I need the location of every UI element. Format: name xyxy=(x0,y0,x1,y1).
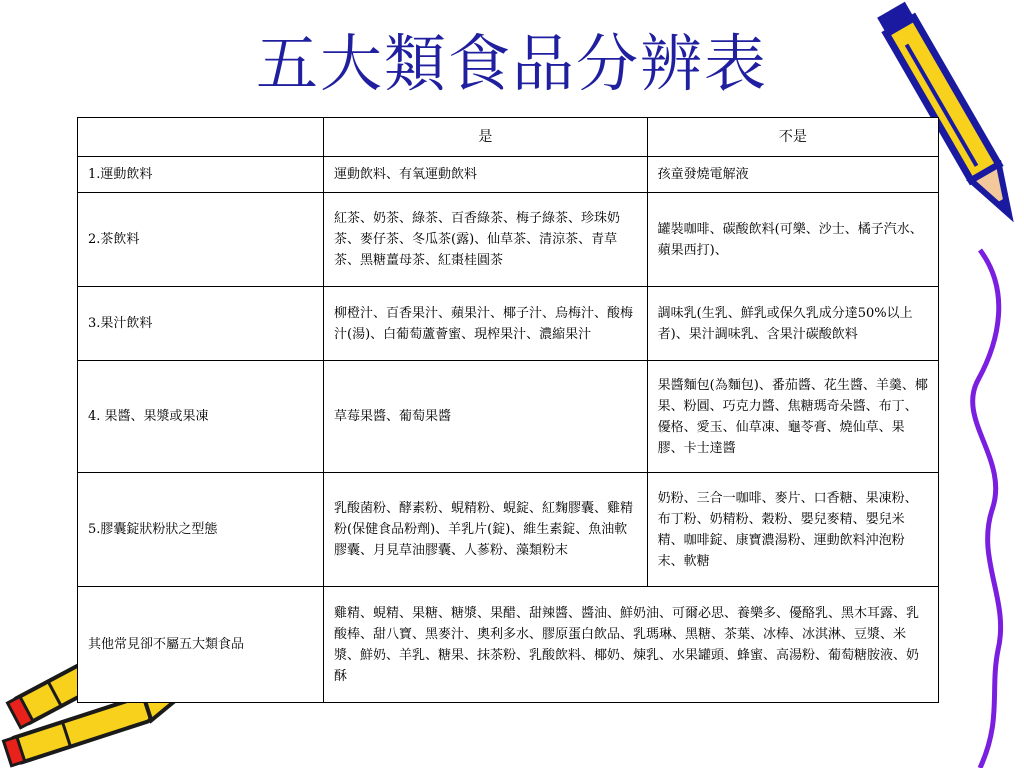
row-no: 孩童發燒電解液 xyxy=(647,157,938,193)
row-yes: 紅茶、奶茶、綠茶、百香綠茶、梅子綠茶、珍珠奶茶、麥仔茶、冬瓜茶(露)、仙草茶、清涼茶、青草茶、黑糖薑母茶、紅棗桂圓茶 xyxy=(324,193,648,287)
row-category: 1.運動飲料 xyxy=(78,157,324,193)
page-title: 五大類食品分辨表 xyxy=(255,27,768,100)
header-category xyxy=(78,118,324,157)
row-category: 3.果汁飲料 xyxy=(78,287,324,361)
table-header-row xyxy=(78,118,939,157)
table-row xyxy=(78,473,939,587)
table-row xyxy=(78,193,939,287)
row-category: 4. 果醬、果漿或果凍 xyxy=(78,361,324,473)
row-no: 奶粉、三合一咖啡、麥片、口香糖、果凍粉、布丁粉、奶精粉、穀粉、嬰兒麥精、嬰兒米精、咖啡錠、康寶濃湯粉、運動飲料沖泡粉末、軟糖 xyxy=(647,473,938,587)
table-row xyxy=(78,157,939,193)
row-merged-items: 雞精、蜆精、果糖、糖漿、果醋、甜辣醬、醬油、鮮奶油、可爾必思、養樂多、優酪乳、黑木耳露、乳酸棒、甜八寶、黑麥汁、奧利多水、膠原蛋白飲品、乳瑪琳、黑糖、茶葉、冰棒、冰淇淋、豆漿、米漿、鮮奶、羊乳、糖果、抹茶粉、乳酸飲料、椰奶、煉乳、水果罐頭、蜂蜜、高湯粉、葡萄糖胺液、奶酥 xyxy=(324,587,939,703)
table-row xyxy=(78,361,939,473)
header-no: 不是 xyxy=(647,118,938,157)
row-category: 其他常見卻不屬五大類食品 xyxy=(78,587,324,703)
row-yes: 運動飲料、有氧運動飲料 xyxy=(324,157,648,193)
row-yes: 柳橙汁、百香果汁、蘋果汁、椰子汁、烏梅汁、酸梅汁(湯)、白葡萄蘆薈蜜、現榨果汁、濃縮果汁 xyxy=(324,287,648,361)
header-yes: 是 xyxy=(324,118,648,157)
row-yes: 乳酸菌粉、酵素粉、蜆精粉、蜆錠、紅麴膠囊、雞精粉(保健食品粉劑)、羊乳片(錠)、維生素錠、魚油軟膠囊、月見草油膠囊、人蔘粉、藻類粉末 xyxy=(324,473,648,587)
row-no: 調味乳(生乳、鮮乳或保久乳成分達50%以上者)、果汁調味乳、含果汁碳酸飲料 xyxy=(647,287,938,361)
food-classification-table xyxy=(77,117,939,703)
row-yes: 草莓果醬、葡萄果醬 xyxy=(324,361,648,473)
table-row xyxy=(78,287,939,361)
row-category: 2.茶飲料 xyxy=(78,193,324,287)
row-no: 果醬麵包(為麵包)、番茄醬、花生醬、羊羹、椰果、粉圓、巧克力醬、焦糖瑪奇朵醬、布丁、優格、愛玉、仙草凍、龜苓膏、燒仙草、果膠、卡士達醬 xyxy=(647,361,938,473)
row-category: 5.膠囊錠狀粉狀之型態 xyxy=(78,473,324,587)
row-no: 罐裝咖啡、碳酸飲料(可樂、沙士、橘子汽水、蘋果西打)、 xyxy=(647,193,938,287)
table-row xyxy=(78,587,939,703)
